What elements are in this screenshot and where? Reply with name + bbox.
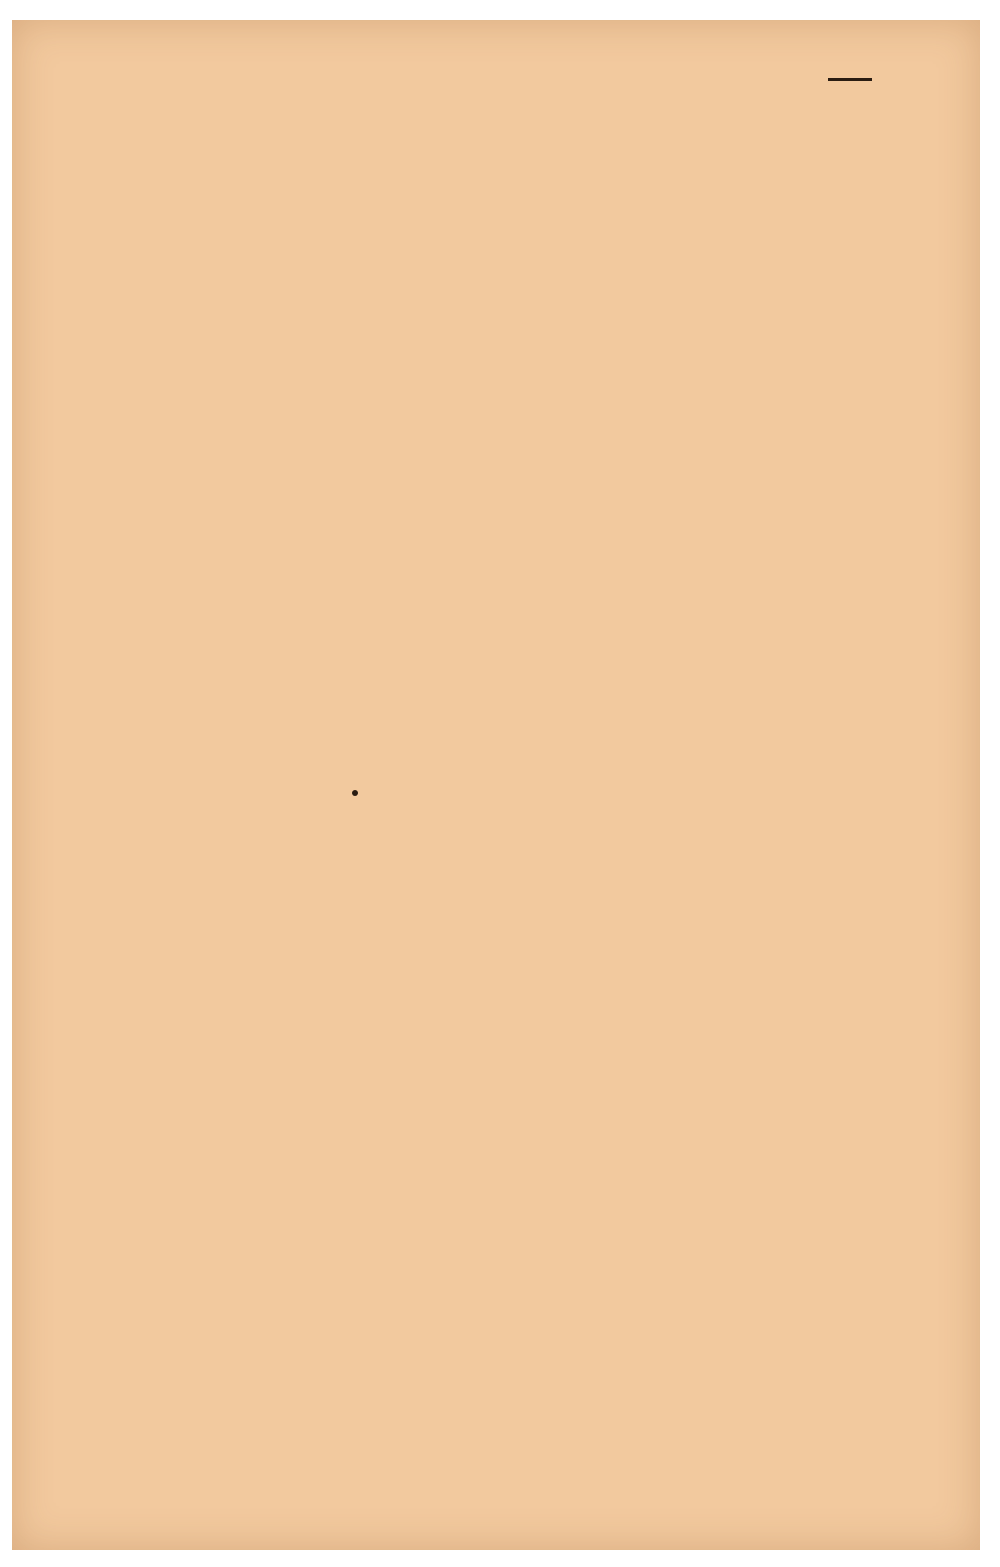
- stray-dot: [352, 790, 358, 796]
- document-page: [12, 20, 980, 1550]
- running-header: [824, 66, 876, 91]
- header-dash: [828, 78, 872, 81]
